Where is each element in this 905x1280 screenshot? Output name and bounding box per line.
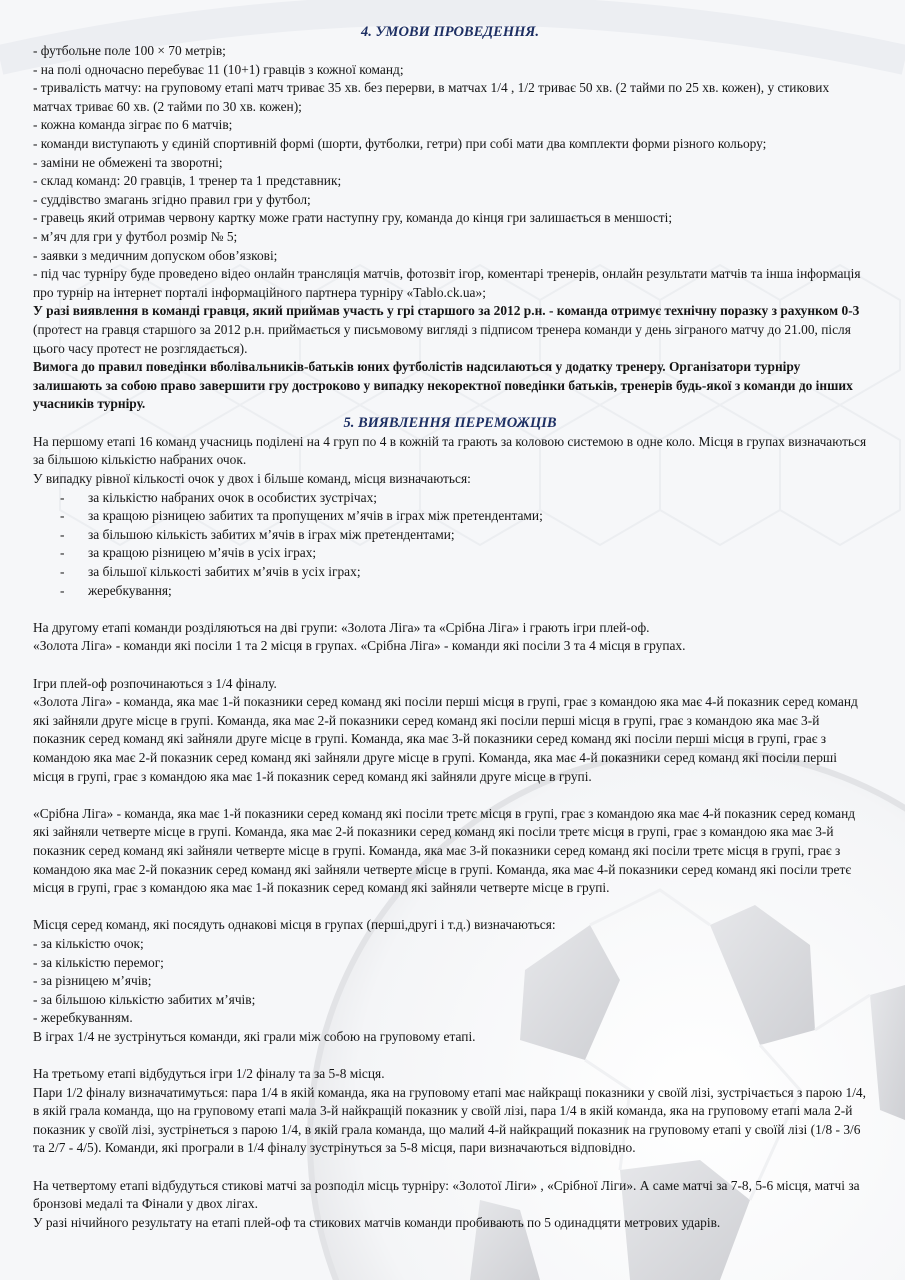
age-rule-bold: У разі виявлення в команді гравця, який приймав участь у грі старшого за 2012 р.н. - команда отримує технічну поразку з рахунком 0-3 xyxy=(33,303,860,319)
tie-criterion: - за кращою різницею м’ячів в усіх іграх; xyxy=(33,544,867,563)
stage-4-line-2: У разі нічийного результату на етапі плей-оф та стикових матчів команди пробивають по 5 одинадцяти метрових ударів. xyxy=(33,1214,721,1230)
condition-item: - склад команд: 20 гравців, 1 тренер та 1 представник; xyxy=(33,173,342,189)
tie-criterion: - за більшої кількості забитих м’ячів в усіх іграх; xyxy=(33,563,867,582)
gold-league-paragraph: «Золота Ліга» - команда, яка має 1-й показники серед команд які посіли перші місця в групі, грає з командою яка має 4-й показник серед команд які зайняли друге місце в групі. Команда, яка має 2-й показники серед команд які посіли перші місця в групі, грає з командою яка має 3-й показник серед команд які зайняли друге місце в групі. Команда, яка має 3-й показники серед команд які посіли перші місця в групі, грає з командою яка має 2-й показник серед команд які зайняли друге місце в групі. Команда, яка має 4-й показники серед команд які посіли перші місця в групі, грає з командою яка має 1-й показник серед команд які зайняли друге місце в групі. xyxy=(33,694,858,784)
condition-item: - суддівство змагань згідно правил гри у футбол; xyxy=(33,191,311,207)
playoff-intro: Ігри плей-оф розпочинаються з 1/4 фіналу. xyxy=(33,675,277,691)
stage-2-line-1: На другому етапі команди розділяються на дві групи: «Золота Ліга» та «Срібна Ліга» і грають ігри плей-оф. xyxy=(33,619,650,635)
spacer xyxy=(33,1158,867,1177)
same-place-criterion: - за більшою кількістю забитих м’ячів; xyxy=(33,991,256,1007)
condition-item: - м’яч для гри у футбол розмір № 5; xyxy=(33,228,238,244)
section-5-heading: 5. ВИЯВЛЕННЯ ПЕРЕМОЖЦІВ xyxy=(343,414,557,431)
tie-criterion: - за більшою кількість забитих м’ячів в іграх між претендентами; xyxy=(33,526,867,545)
stage-1-paragraph: На першому етапі 16 команд учасниць поділені на 4 груп по 4 в кожній та грають за коловою системою в одне коло. Місця в групах визначаються за більшою кількістю набраних очок. xyxy=(33,433,867,468)
condition-item: - заміни не обмежені та зворотні; xyxy=(33,154,223,170)
condition-item: - гравець який отримав червону картку може грати наступну гру, команда до кінця гри залишається в меншості; xyxy=(33,210,673,226)
spacer xyxy=(33,656,867,675)
spacer xyxy=(33,898,867,917)
condition-item: - футбольне поле 100 × 70 метрів; xyxy=(33,43,226,58)
condition-item: - на полі одночасно перебуває 11 (10+1) гравців з кожної команд; xyxy=(33,61,404,77)
condition-item: - заявки з медичним допуском обов’язкові; xyxy=(33,247,278,263)
behavior-rule-paragraph: Вимога до правил поведінки вболівальників-батьків юних футболістів надсилаються у додатку тренеру. Організатори турніру залишають за собою право завершити гру достроково у випадку некоректної поведінки батьків, тренерів будь-якої з команди до інших учасників турніру. xyxy=(33,359,853,412)
condition-item: - кожна команда зіграє по 6 матчів; xyxy=(33,117,233,133)
condition-item: - команди виступають у єдиній спортивній формі (шорти, футболки, гетри) при собі мати два комплекти форми різного кольору; xyxy=(33,135,767,151)
conditions-list xyxy=(33,42,867,302)
stage-2-line-2: «Золота Ліга» - команди які посіли 1 та 2 місця в групах. «Срібна Ліга» - команди які посіли 3 та 4 місця в групах. xyxy=(33,638,686,654)
spacer xyxy=(33,1046,867,1065)
section-4-heading: 4. УМОВИ ПРОВЕДЕННЯ. xyxy=(360,24,540,40)
stage-4-line-1: На четвертому етапі відбудуться стикові матчі за розподіл місць турніру: «Золотої Ліги» , «Срібної Ліги». А саме матчі за 7-8, 5-6 місця, матчі за бронзові медалі та Фінали у двох лігах. xyxy=(33,1177,860,1212)
tie-criterion: - жеребкування; xyxy=(33,582,867,601)
spacer xyxy=(33,600,867,619)
age-rule-detail: (протест на гравця старшого за 2012 р.н. приймається у письмовому вигляді з підписом тренера команди у день зіграного матчу до 21.00, після цього часу протест не розглядається). xyxy=(33,321,851,356)
same-place-criterion: - за різницею м’ячів; xyxy=(33,973,152,989)
same-place-intro: Місця серед команд, які посядуть однакові місця в групах (перші,другі і т.д.) визначаються: xyxy=(33,917,556,933)
age-rule-paragraph xyxy=(33,302,867,358)
silver-league-paragraph: «Срібна Ліга» - команда, яка має 1-й показники серед команд які посіли третє місця в групі, грає з командою яка має 4-й показник серед команд які зайняли четверте місце в групі. Команда, яка має 2-й показники серед команд які посіли третє місця в групі, грає з командою яка має 3-й показник серед команд які зайняли четверте місце в групі. Команда, яка має 3-й показники серед команд які посіли третє місця в групі, грає з командою яка має 2-й показник серед команд які зайняли четверте місце в групі. Команда, яка має 4-й показники серед команд які посіли третє місця в групі, грає з командою яка має 1-й показник серед команд які зайняли четверте місце в групі. xyxy=(33,805,856,896)
same-place-criterion: - за кількістю очок; xyxy=(33,935,144,951)
same-place-criterion: - за кількістю перемог; xyxy=(33,954,164,970)
tie-criteria-list xyxy=(33,489,867,601)
stage-3-line-1: На третьому етапі відбудуться ігри 1/2 фіналу та за 5-8 місця. xyxy=(33,1066,385,1082)
tie-intro: У випадку рівної кількості очок у двох і більше команд, місця визначаються: xyxy=(33,471,471,487)
same-place-criterion: - жеребкуванням. xyxy=(33,1010,133,1026)
tie-criterion: - за кількістю набраних очок в особистих зустрічах; xyxy=(33,489,867,508)
spacer xyxy=(33,786,867,805)
no-rematch-note: В іграх 1/4 не зустрінуться команди, які грали між собою на груповому етапі. xyxy=(33,1028,476,1044)
condition-item: - під час турніру буде проведено відео онлайн трансляція матчів, фотозвіт ігор, коментарі тренерів, онлайн результати матчів та інша інформація про турнір на інтернет порталі інформаційного партнера турніру «Tablo.ck.ua»; xyxy=(33,266,861,300)
condition-item: - тривалість матчу: на груповому етапі матч триває 35 хв. без перерви, в матчах 1/4 , 1/2 триває 50 хв. (2 тайми по 25 хв. кожен), у стикових матчах триває 60 хв. (2 тайми по 30 хв. кожен); xyxy=(33,80,830,114)
tie-criterion: - за кращою різницею забитих та пропущених м’ячів в іграх між претендентами; xyxy=(33,507,867,526)
stage-3-line-2: Пари 1/2 фіналу визначатимуться: пара 1/4 в якій команда, яка на груповому етапі має найкращі показники у своїй лізі, зустрічається з парою 1/4, в якій грала команда, що на груповому етапі мала 3-й найкращій показник у своїй лізі, пара 1/4 в якій команда, яка на груповому етапі мала 2-й показник у своїй лізі, зустрінеться з парою 1/4, в якій грала команда, що малий 4-й найкращий показник на груповому етапі у своїй лізі (1/8 - 3/6 та 2/7 - 4/5). Команди, які програли в 1/4 фіналу зустрінуться за 5-8 місця, пари визначаються відповідно. xyxy=(33,1084,866,1156)
